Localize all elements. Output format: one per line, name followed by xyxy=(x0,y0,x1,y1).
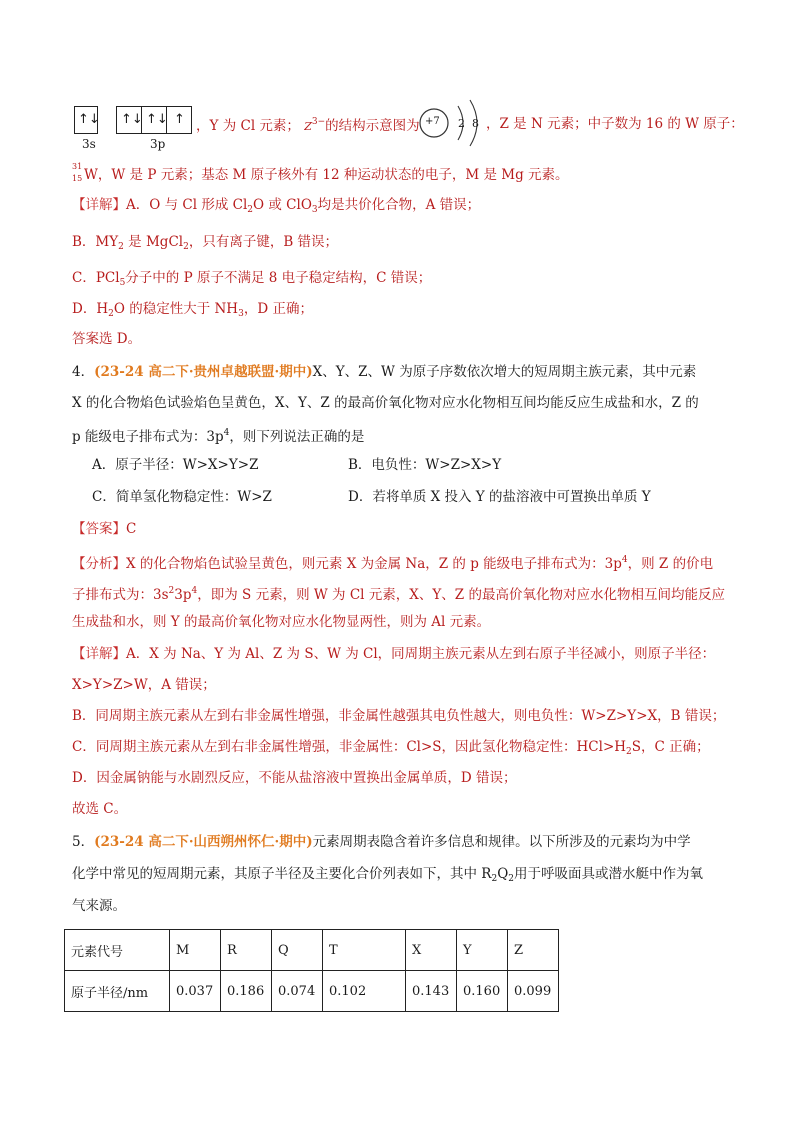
table-cell: 0.099 xyxy=(508,971,559,1012)
q4-line-3: p 能级电子排布式为：$3p^4$，则下列说法正确的是 xyxy=(72,428,365,445)
table-cell: T xyxy=(323,930,406,971)
table-row xyxy=(65,930,559,971)
table-cell: R xyxy=(221,930,272,971)
shell-2: 8 xyxy=(472,117,479,130)
answer-1: 答案选 D。 xyxy=(72,331,142,347)
table-row xyxy=(65,971,559,1012)
detail-1-d: D．$H_2O$ 的稳定性大于 $NH_3$，D 正确； xyxy=(72,301,313,319)
q4-answer: 【答案】C xyxy=(72,521,137,537)
q4-option-a[interactable]: A．原子半径：W>X>Y>Z xyxy=(92,457,259,473)
table-cell: 0.160 xyxy=(457,971,508,1012)
detail-1-a: 【详解】A．O 与 Cl 形成 $Cl_2O$ 或 ClO$_3$均是共价化合物，A 错误； xyxy=(72,197,481,215)
q4-detail-b: B．同周期主族元素从左到右非金属性增强，非金属性越强其电负性越大，则电负性：W>Z>Y>X，B 错误； xyxy=(72,708,726,724)
table-cell: Z xyxy=(508,930,559,971)
q4-option-b[interactable]: B．电负性：W>Z>X>Y xyxy=(348,457,502,473)
orbital-box-3p: ↑↓ ↑↓ ↑ xyxy=(116,106,192,134)
orbital-label-3p: 3p xyxy=(150,137,166,151)
table-cell: X xyxy=(406,930,457,971)
line-2: 31 15 W，W 是 P 元素；基态 M 原子核外有 12 种运动状态的电子，M 是 Mg 元素。 xyxy=(72,162,569,183)
orbital-label-3s: 3s xyxy=(82,137,96,151)
q4-line-2: X 的化合物焰色试验焰色呈黄色，X、Y、Z 的最高价氧化物对应水化物相互间均能反应生成盐和水，Z 的 xyxy=(72,395,699,411)
table-cell: 0.102 xyxy=(323,971,406,1012)
q4-detail-d: D．因金属钠能与水剧烈反应，不能从盐溶液中置换出金属单质，D 错误； xyxy=(72,770,517,786)
table-cell: M xyxy=(170,930,221,971)
q4-final: 故选 C。 xyxy=(72,801,128,817)
q5-line-1: 5．(23-24 高二下·山西朔州怀仁·期中)元素周期表隐含着许多信息和规律。以下所涉及的元素均为中学 xyxy=(72,834,691,850)
detail-1-c: C．PCl$_5$分子中的 P 原子不满足 8 电子稳定结构，C 错误； xyxy=(72,270,432,288)
q5-line-3: 气来源。 xyxy=(72,898,126,914)
q4-analysis-2: 子排布式为：$3s^23p^4$，即为 S 元素，则 W 为 Cl 元素，X、Y、Z 的最高价氧化物对应水化物相互间均能反应 xyxy=(72,586,725,603)
table-cell: 0.037 xyxy=(170,971,221,1012)
table-cell: 原子半径/nm xyxy=(65,971,170,1012)
shell-1: 2 xyxy=(458,117,465,130)
table-cell: Q xyxy=(272,930,323,971)
line-1-tail: ，Z 是 N 元素；中子数为 16 的 W 原子： xyxy=(486,116,744,132)
q4-analysis-3: 生成盐和水，则 Y 的最高价氧化物对应水化物显两性，则为 Al 元素。 xyxy=(72,614,491,630)
line-1: ，Y 为 Cl 元素； $Z^{3-}$的结构示意图为 xyxy=(196,117,420,134)
q4-option-c[interactable]: C．简单氢化物稳定性：W>Z xyxy=(92,489,272,505)
orbital-box-3s: ↑↓ xyxy=(74,106,98,134)
q4-detail-a1: 【详解】A．X 为 Na、Y 为 Al、Z 为 S、W 为 Cl，同周期主族元素从左到右原子半径减小，则原子半径： xyxy=(72,646,716,662)
table-cell: Y xyxy=(457,930,508,971)
nucleus-label: +7 xyxy=(425,116,440,127)
detail-1-b: B．$MY_2$ 是 MgCl$_2$，只有离子键，B 错误； xyxy=(72,234,339,252)
table-cell: 0.143 xyxy=(406,971,457,1012)
q5-line-2: 化学中常见的短周期元素，其原子半径及主要化合价列表如下，其中 $R_2Q_2$用于呼吸面具或潜水艇中作为氧 xyxy=(72,866,704,884)
q4-analysis-1: 【分析】X 的化合物焰色试验呈黄色，则元素 X 为金属 Na，Z 的 p 能级电子排布式为：$3p^4$，则 Z 的价电 xyxy=(72,555,714,572)
element-table xyxy=(64,929,559,1012)
q4-detail-a2: X>Y>Z>W，A 错误； xyxy=(72,677,216,693)
q4-detail-c: C．同周期主族元素从左到右非金属性增强，非金属性：Cl>S，因此氢化物稳定性：$HCl>H_2S$，C 正确； xyxy=(72,739,710,757)
q4-option-d[interactable]: D．若将单质 X 投入 Y 的盐溶液中可置换出单质 Y xyxy=(348,489,651,505)
q4-line-1: 4．(23-24 高二下·贵州卓越联盟·期中)X、Y、Z、W 为原子序数依次增大的短周期主族元素，其中元素 xyxy=(72,364,697,380)
table-cell: 0.074 xyxy=(272,971,323,1012)
table-cell: 0.186 xyxy=(221,971,272,1012)
table-cell: 元素代号 xyxy=(65,930,170,971)
